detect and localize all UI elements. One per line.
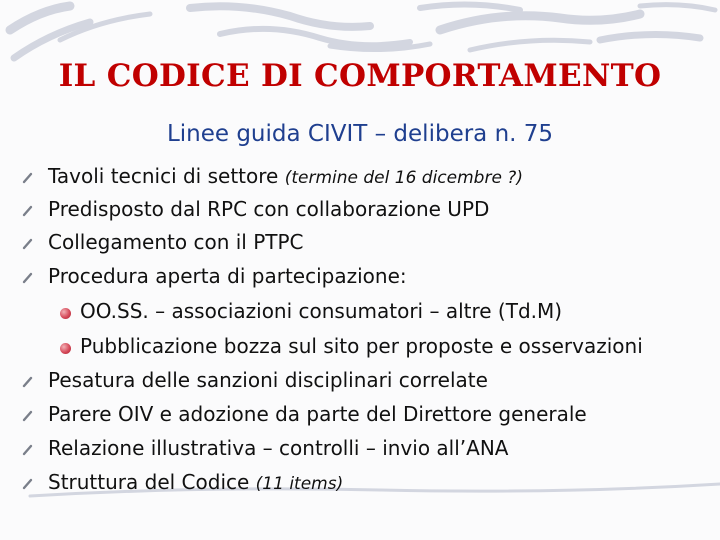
list-item [48,436,508,460]
list-item-text: Struttura del Codice [48,470,256,494]
bullet-icon [22,238,33,250]
list-item-text: Procedura aperta di partecipazione: [48,264,407,288]
bullet-icon [22,172,33,184]
bullet-icon [22,376,33,388]
list-item [48,368,488,392]
sub-list-item [80,299,562,323]
bullet-icon [22,205,33,217]
list-item [48,402,587,426]
sub-bullet-icon [60,343,71,354]
list-item-text: Collegamento con il PTPC [48,230,304,254]
slide-subtitle: Linee guida CIVIT – delibera n. 75 [166,121,554,147]
bullet-icon [22,272,33,284]
sub-bullet-icon [60,308,71,319]
list-item-text: Pesatura delle sanzioni disciplinari correlate [48,368,488,392]
list-item [48,197,489,221]
list-item [48,164,523,190]
list-item-text: Parere OIV e adozione da parte del Direttore generale [48,402,587,426]
list-item-text: OO.SS. – associazioni consumatori – altre (Td.M) [80,299,563,323]
list-item-text: Relazione illustrativa – controlli – invio all’ANA [48,436,509,460]
list-item [48,470,343,496]
list-item-text: Predisposto dal RPC con collaborazione UPD [48,197,490,221]
bullet-icon [22,478,33,490]
list-item-note: (11 items) [255,474,344,494]
list-item-text: Tavoli tecnici di settore [48,164,285,188]
list-item [48,264,407,288]
bullet-icon [22,410,33,422]
list-item [48,230,304,254]
list-item-text: Pubblicazione bozza sul sito per proposte e osservazioni [80,334,643,358]
slide-title: IL CODICE DI COMPORTAMENTO [58,58,662,94]
sub-list-item [80,334,643,358]
list-item-note: (termine del 16 dicembre ?) [284,168,523,188]
bullet-icon [22,444,33,456]
